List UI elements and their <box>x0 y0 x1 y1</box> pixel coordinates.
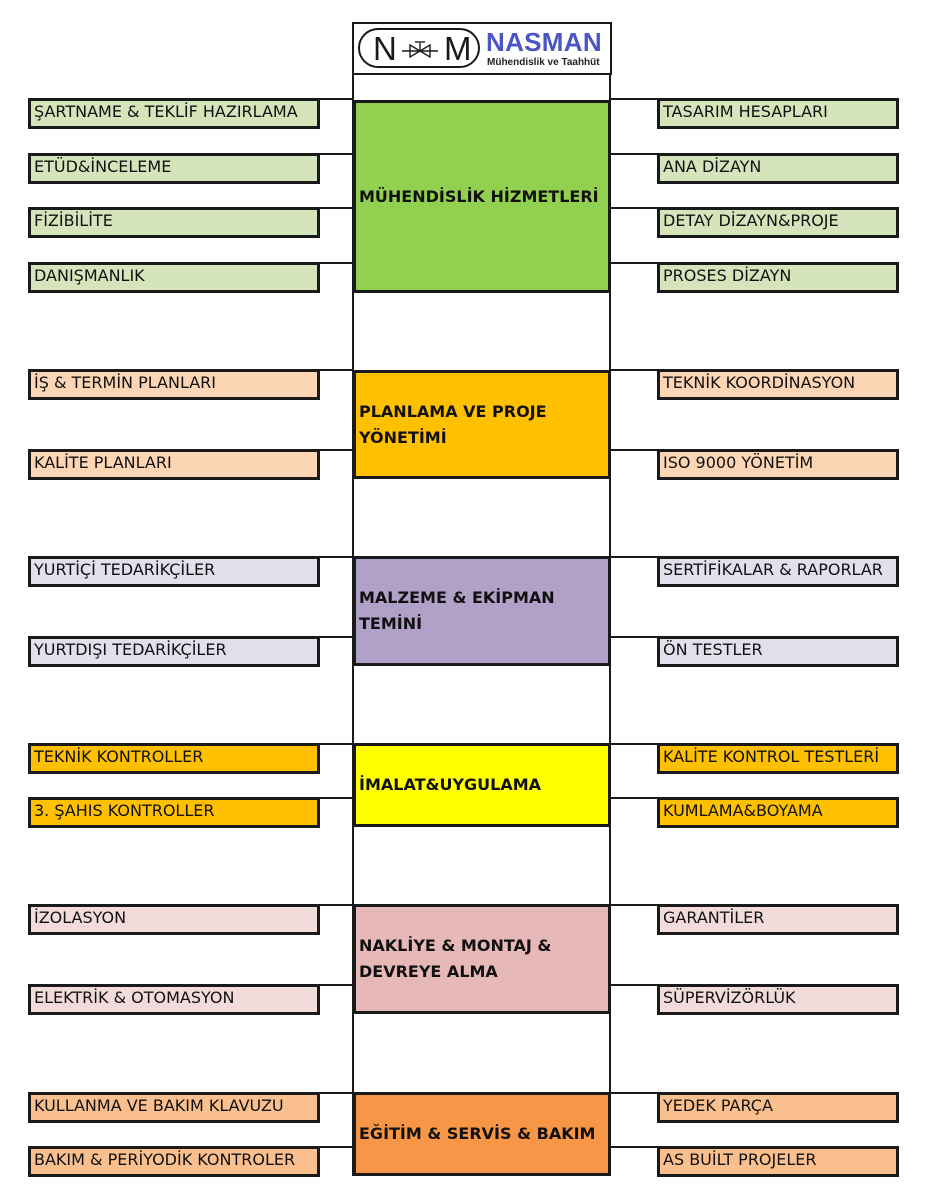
valve-icon <box>402 40 438 58</box>
section-title: MALZEME & EKİPMAN TEMİNİ <box>359 588 555 633</box>
right-item: ANA DİZAYN <box>657 153 899 184</box>
logo-letter-n: N <box>373 30 397 67</box>
section-box <box>353 1092 611 1176</box>
logo-subtitle: Mühendislik ve Taahhüt <box>487 57 600 68</box>
left-item: YURTİÇİ TEDARİKÇİLER <box>28 556 320 587</box>
connector-line <box>320 984 354 986</box>
left-item: İZOLASYON <box>28 904 320 935</box>
left-item: KALİTE PLANLARI <box>28 449 320 480</box>
connector-line <box>320 207 354 209</box>
section-box <box>353 370 611 479</box>
connector-line <box>320 1092 354 1094</box>
connector-line <box>609 556 657 558</box>
right-item: SERTİFİKALAR & RAPORLAR <box>657 556 899 587</box>
connector-line <box>609 1092 657 1094</box>
logo-name: NASMAN <box>486 27 602 57</box>
right-item: GARANTİLER <box>657 904 899 935</box>
connector-line <box>320 98 354 100</box>
connector-line <box>320 262 354 264</box>
section-title: MÜHENDİSLİK HİZMETLERİ <box>359 186 599 206</box>
left-item: TEKNİK KONTROLLER <box>28 743 320 774</box>
section-title: İMALAT&UYGULAMA <box>359 775 542 794</box>
section-box <box>353 556 611 666</box>
connector-line <box>320 556 354 558</box>
right-item: KUMLAMA&BOYAMA <box>657 797 899 828</box>
connector-line <box>320 636 354 638</box>
right-item: TASARIM HESAPLARI <box>657 98 899 129</box>
connector-line <box>320 153 354 155</box>
connector-line <box>320 449 354 451</box>
company-logo <box>352 22 612 75</box>
right-item: KALİTE KONTROL TESTLERİ <box>657 743 899 774</box>
right-item: TEKNİK KOORDİNASYON <box>657 369 899 400</box>
logo-badge <box>358 28 480 68</box>
left-item: BAKIM & PERİYODİK KONTROLER <box>28 1146 320 1177</box>
connector-line <box>609 636 657 638</box>
section-title: EĞİTİM & SERVİS & BAKIM <box>359 1124 596 1143</box>
section-box <box>353 743 611 827</box>
section-title: NAKLİYE & MONTAJ & DEVREYE ALMA <box>359 936 552 981</box>
connector-line <box>609 1146 657 1148</box>
left-item: DANIŞMANLIK <box>28 262 320 293</box>
connector-line <box>320 369 354 371</box>
right-item: YEDEK PARÇA <box>657 1092 899 1123</box>
right-item: SÜPERVİZÖRLÜK <box>657 984 899 1015</box>
left-item: ELEKTRİK & OTOMASYON <box>28 984 320 1015</box>
section-title: PLANLAMA VE PROJE YÖNETİMİ <box>359 401 547 447</box>
left-item: ETÜD&İNCELEME <box>28 153 320 184</box>
connector-line <box>609 262 657 264</box>
connector-line <box>320 797 354 799</box>
connector-line <box>609 797 657 799</box>
connector-line <box>609 743 657 745</box>
left-item: 3. ŞAHIS KONTROLLER <box>28 797 320 828</box>
right-item: ÖN TESTLER <box>657 636 899 667</box>
connector-line <box>609 984 657 986</box>
connector-line <box>609 98 657 100</box>
left-item: KULLANMA VE BAKIM KLAVUZU <box>28 1092 320 1123</box>
right-item: AS BUİLT PROJELER <box>657 1146 899 1177</box>
left-item: YURTDIŞI TEDARİKÇİLER <box>28 636 320 667</box>
right-item: ISO 9000 YÖNETİM <box>657 449 899 480</box>
connector-line <box>320 1146 354 1148</box>
logo-letter-m: M <box>444 30 472 67</box>
left-item: FİZİBİLİTE <box>28 207 320 238</box>
right-item: PROSES DİZAYN <box>657 262 899 293</box>
connector-line <box>320 904 354 906</box>
connector-line <box>609 207 657 209</box>
connector-line <box>609 369 657 371</box>
connector-line <box>320 743 354 745</box>
section-box <box>353 100 611 293</box>
left-item: İŞ & TERMİN PLANLARI <box>28 369 320 400</box>
connector-line <box>609 449 657 451</box>
connector-line <box>609 153 657 155</box>
left-item: ŞARTNAME & TEKLİF HAZIRLAMA <box>28 98 320 129</box>
connector-line <box>609 904 657 906</box>
section-box <box>353 904 611 1014</box>
right-item: DETAY DİZAYN&PROJE <box>657 207 899 238</box>
